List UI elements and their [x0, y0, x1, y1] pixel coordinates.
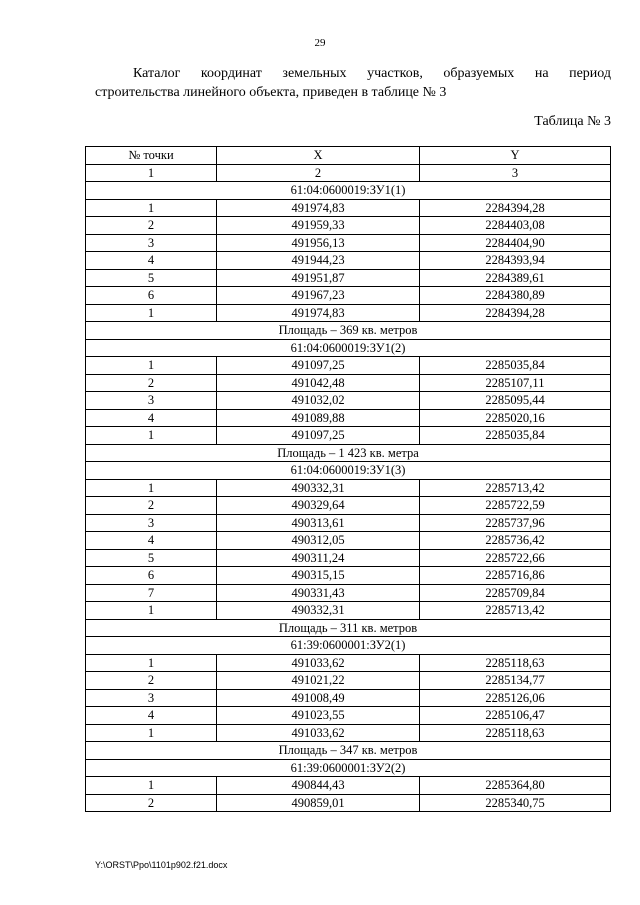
y-coordinate: 2284380,89	[420, 287, 611, 305]
column-header-x: X	[217, 147, 420, 165]
table-row	[86, 672, 611, 690]
point-number: 2	[86, 497, 217, 515]
table-row	[86, 269, 611, 287]
y-coordinate: 2285736,42	[420, 532, 611, 550]
table-row	[86, 794, 611, 812]
parcel-area: Площадь – 1 423 кв. метра	[86, 444, 611, 462]
table-row	[86, 357, 611, 375]
table-row	[86, 602, 611, 620]
point-number: 2	[86, 217, 217, 235]
point-number: 3	[86, 234, 217, 252]
area-row	[86, 444, 611, 462]
area-row	[86, 322, 611, 340]
y-coordinate: 2285340,75	[420, 794, 611, 812]
table-row	[86, 689, 611, 707]
x-coordinate: 491956,13	[217, 234, 420, 252]
column-header-y: Y	[420, 147, 611, 165]
table-row	[86, 567, 611, 585]
table-row	[86, 479, 611, 497]
y-coordinate: 2285716,86	[420, 567, 611, 585]
parcel-area: Площадь – 311 кв. метров	[86, 619, 611, 637]
x-coordinate: 490332,31	[217, 602, 420, 620]
table-row	[86, 427, 611, 445]
table-row	[86, 287, 611, 305]
y-coordinate: 2285737,96	[420, 514, 611, 532]
header-row	[86, 147, 611, 165]
point-number: 4	[86, 707, 217, 725]
x-coordinate: 491008,49	[217, 689, 420, 707]
y-coordinate: 2284389,61	[420, 269, 611, 287]
y-coordinate: 2285713,42	[420, 479, 611, 497]
table-row	[86, 409, 611, 427]
y-coordinate: 2285095,44	[420, 392, 611, 410]
y-coordinate: 2285118,63	[420, 724, 611, 742]
table-row	[86, 497, 611, 515]
x-coordinate: 490844,43	[217, 777, 420, 795]
parcel-area: Площадь – 369 кв. метров	[86, 322, 611, 340]
x-coordinate: 491097,25	[217, 357, 420, 375]
table-row	[86, 707, 611, 725]
x-coordinate: 490859,01	[217, 794, 420, 812]
parcel-id-row	[86, 339, 611, 357]
table-row	[86, 234, 611, 252]
parcel-id-row	[86, 462, 611, 480]
coordinates-table	[85, 146, 611, 812]
y-coordinate: 2284394,28	[420, 304, 611, 322]
y-coordinate: 2285118,63	[420, 654, 611, 672]
x-coordinate: 491033,62	[217, 724, 420, 742]
point-number: 2	[86, 794, 217, 812]
parcel-id-row	[86, 182, 611, 200]
x-coordinate: 491033,62	[217, 654, 420, 672]
point-number: 1	[86, 357, 217, 375]
column-number: 3	[420, 164, 611, 182]
x-coordinate: 491974,83	[217, 304, 420, 322]
x-coordinate: 490315,15	[217, 567, 420, 585]
table-row	[86, 549, 611, 567]
point-number: 5	[86, 269, 217, 287]
point-number: 3	[86, 392, 217, 410]
parcel-id: 61:04:0600019:ЗУ1(1)	[86, 182, 611, 200]
parcel-id: 61:04:0600019:ЗУ1(3)	[86, 462, 611, 480]
table-row	[86, 392, 611, 410]
y-coordinate: 2285364,80	[420, 777, 611, 795]
point-number: 1	[86, 777, 217, 795]
point-number: 2	[86, 374, 217, 392]
area-row	[86, 742, 611, 760]
table-row	[86, 304, 611, 322]
y-coordinate: 2285713,42	[420, 602, 611, 620]
y-coordinate: 2285107,11	[420, 374, 611, 392]
y-coordinate: 2285134,77	[420, 672, 611, 690]
point-number: 2	[86, 672, 217, 690]
y-coordinate: 2285709,84	[420, 584, 611, 602]
table-row	[86, 584, 611, 602]
point-number: 1	[86, 479, 217, 497]
y-coordinate: 2284404,90	[420, 234, 611, 252]
point-number: 6	[86, 287, 217, 305]
table-body	[86, 182, 611, 812]
x-coordinate: 491021,22	[217, 672, 420, 690]
point-number: 5	[86, 549, 217, 567]
point-number: 1	[86, 304, 217, 322]
table-row	[86, 199, 611, 217]
x-coordinate: 490313,61	[217, 514, 420, 532]
parcel-id: 61:04:0600019:ЗУ1(2)	[86, 339, 611, 357]
y-coordinate: 2285106,47	[420, 707, 611, 725]
x-coordinate: 491974,83	[217, 199, 420, 217]
intro-line-2: строительства линейного объекта, приведен в таблице № 3	[95, 85, 447, 100]
table-row	[86, 374, 611, 392]
x-coordinate: 490331,43	[217, 584, 420, 602]
y-coordinate: 2284394,28	[420, 199, 611, 217]
y-coordinate: 2285020,16	[420, 409, 611, 427]
point-number: 3	[86, 689, 217, 707]
point-number: 1	[86, 654, 217, 672]
file-path-footer: Y:\ORST\Ppo\1101p902.f21.docx	[95, 860, 228, 870]
y-coordinate: 2284393,94	[420, 252, 611, 270]
parcel-id-row	[86, 637, 611, 655]
x-coordinate: 490311,24	[217, 549, 420, 567]
y-coordinate: 2284403,08	[420, 217, 611, 235]
page-number: 29	[314, 37, 326, 49]
table-row	[86, 217, 611, 235]
column-number-row	[86, 164, 611, 182]
parcel-id: 61:39:0600001:ЗУ2(1)	[86, 637, 611, 655]
column-number: 2	[217, 164, 420, 182]
x-coordinate: 491089,88	[217, 409, 420, 427]
table-row	[86, 532, 611, 550]
x-coordinate: 491097,25	[217, 427, 420, 445]
table-row	[86, 724, 611, 742]
y-coordinate: 2285126,06	[420, 689, 611, 707]
y-coordinate: 2285722,59	[420, 497, 611, 515]
x-coordinate: 490329,64	[217, 497, 420, 515]
point-number: 1	[86, 724, 217, 742]
x-coordinate: 491967,23	[217, 287, 420, 305]
x-coordinate: 491951,87	[217, 269, 420, 287]
point-number: 1	[86, 602, 217, 620]
point-number: 4	[86, 409, 217, 427]
table-row	[86, 777, 611, 795]
point-number: 7	[86, 584, 217, 602]
x-coordinate: 491032,02	[217, 392, 420, 410]
point-number: 6	[86, 567, 217, 585]
table-caption: Таблица № 3	[534, 114, 611, 129]
x-coordinate: 491959,33	[217, 217, 420, 235]
parcel-id-row	[86, 759, 611, 777]
y-coordinate: 2285035,84	[420, 427, 611, 445]
point-number: 4	[86, 532, 217, 550]
x-coordinate: 491944,23	[217, 252, 420, 270]
x-coordinate: 491023,55	[217, 707, 420, 725]
y-coordinate: 2285722,66	[420, 549, 611, 567]
column-number: 1	[86, 164, 217, 182]
area-row	[86, 619, 611, 637]
table-row	[86, 252, 611, 270]
table-row	[86, 514, 611, 532]
point-number: 3	[86, 514, 217, 532]
point-number: 4	[86, 252, 217, 270]
parcel-area: Площадь – 347 кв. метров	[86, 742, 611, 760]
x-coordinate: 490312,05	[217, 532, 420, 550]
intro-line-1: Каталог координат земельных участков, образуемых на период	[133, 66, 611, 81]
x-coordinate: 490332,31	[217, 479, 420, 497]
point-number: 1	[86, 427, 217, 445]
column-header-point: № точки	[86, 147, 217, 165]
x-coordinate: 491042,48	[217, 374, 420, 392]
y-coordinate: 2285035,84	[420, 357, 611, 375]
parcel-id: 61:39:0600001:ЗУ2(2)	[86, 759, 611, 777]
table-row	[86, 654, 611, 672]
point-number: 1	[86, 199, 217, 217]
